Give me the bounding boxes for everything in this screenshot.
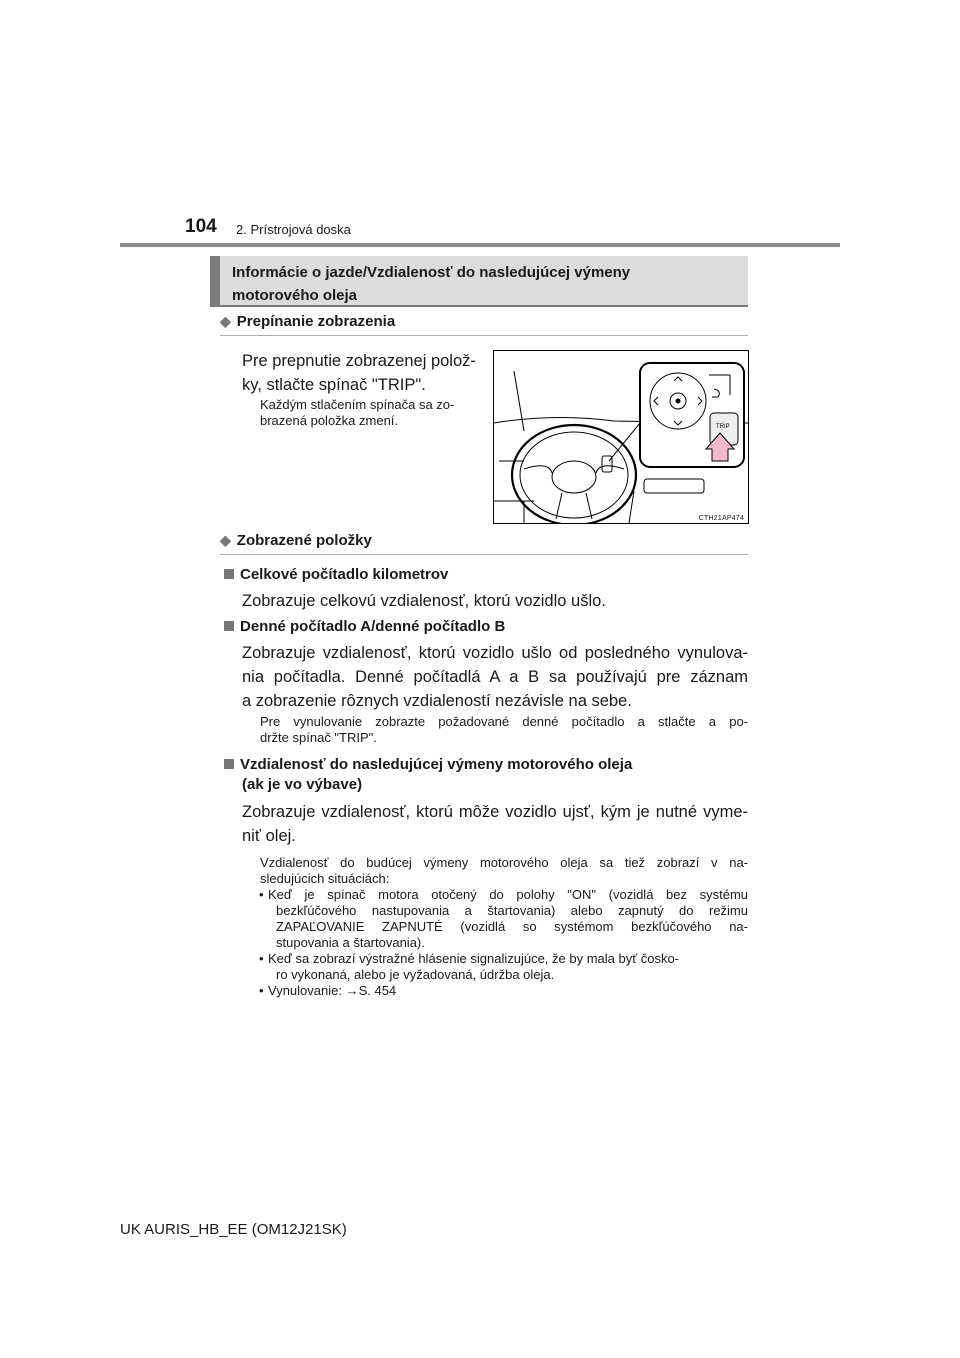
square-bullet-icon xyxy=(224,621,234,631)
square-bullet-icon xyxy=(224,759,234,769)
subheading-rule xyxy=(220,335,748,336)
figure-caption: CTH21AP474 xyxy=(698,515,744,522)
item-oil-change-note: Vzdialenosť do budúcej výmeny motorového oleja sa tiež zobrazí v na- sledujúcich situáciách: xyxy=(260,855,748,886)
subheading-rule xyxy=(220,554,748,555)
list-item: • Keď je spínač motora otočený do polohy "ON" (vozidlá bez systému bezkľúčového nastupovania a štartovania) alebo zapnutý do režimu ZAPAĽOVANIE ZAPNUTÉ (vozidlá so systémom bezkľúčového na- stupovania a štartovania). xyxy=(259,887,748,950)
diamond-icon: ◆ xyxy=(220,532,231,548)
chapter-title: 2. Prístrojová doska xyxy=(236,222,351,237)
diamond-icon: ◆ xyxy=(220,313,231,329)
item-oil-change-heading: Vzdialenosť do nasledujúcej výmeny motorového oleja (ak je vo výbave) xyxy=(224,755,632,795)
bullet-dot-icon: • xyxy=(259,951,264,966)
page-footer-model: UK AURIS_HB_EE (OM12J21SK) xyxy=(120,1221,347,1238)
steering-wheel-drawing xyxy=(494,351,748,523)
subheading-displayed-items: ◆ Zobrazené položky xyxy=(220,532,372,549)
page-number: 104 xyxy=(185,216,217,237)
item-odometer-heading: Celkové počítadlo kilometrov xyxy=(224,565,448,585)
bullet-dot-icon: • xyxy=(259,887,264,902)
bullet-dot-icon: • xyxy=(259,983,264,998)
subheading-switching: ◆ Prepínanie zobrazenia xyxy=(220,313,396,330)
switching-note: Každým stlačením spínača sa zo- brazená položka zmení. xyxy=(260,397,455,428)
list-item: • Keď sa zobrazí výstražné hlásenie signalizujúce, že by mala byť čosko- ro vykonaná, alebo je vyžadovaná, údržba oleja. xyxy=(259,951,680,982)
item-trip-meter-heading: Denné počítadlo A/denné počítadlo B xyxy=(224,617,505,637)
item-oil-change-text: Zobrazuje vzdialenosť, ktorú môže vozidlo ujsť, kým je nutné vyme- niť olej. xyxy=(242,803,748,845)
header-rule xyxy=(120,243,840,247)
list-item: • Vynulovanie: →S. 454 xyxy=(259,983,397,998)
item-trip-meter-note: Pre vynulovanie zobrazte požadované denné počítadlo a stlačte a po- držte spínač "TRIP". xyxy=(260,714,748,745)
section-title: Informácie o jazde/Vzdialenosť do nasledujúcej výmeny motorového oleja xyxy=(232,264,631,304)
trip-button-label: TRIP xyxy=(716,424,730,430)
item-trip-meter-text: Zobrazuje vzdialenosť, ktorú vozidlo ušlo od posledného vynulova- nia počítadla. Denné počítadlá A a B sa používajú pre záznam a zobrazenie rôznych vzdialeností nezávisle na sebe. xyxy=(242,644,748,710)
section-underline xyxy=(210,305,748,307)
item-odometer-text: Zobrazuje celkovú vzdialenosť, ktorú vozidlo ušlo. xyxy=(242,592,606,610)
square-bullet-icon xyxy=(224,569,234,579)
steering-wheel-illustration xyxy=(493,350,749,524)
switching-body: Pre prepnutie zobrazenej polož- ky, stlačte spínač "TRIP". xyxy=(242,352,476,394)
section-title-box xyxy=(210,256,748,305)
